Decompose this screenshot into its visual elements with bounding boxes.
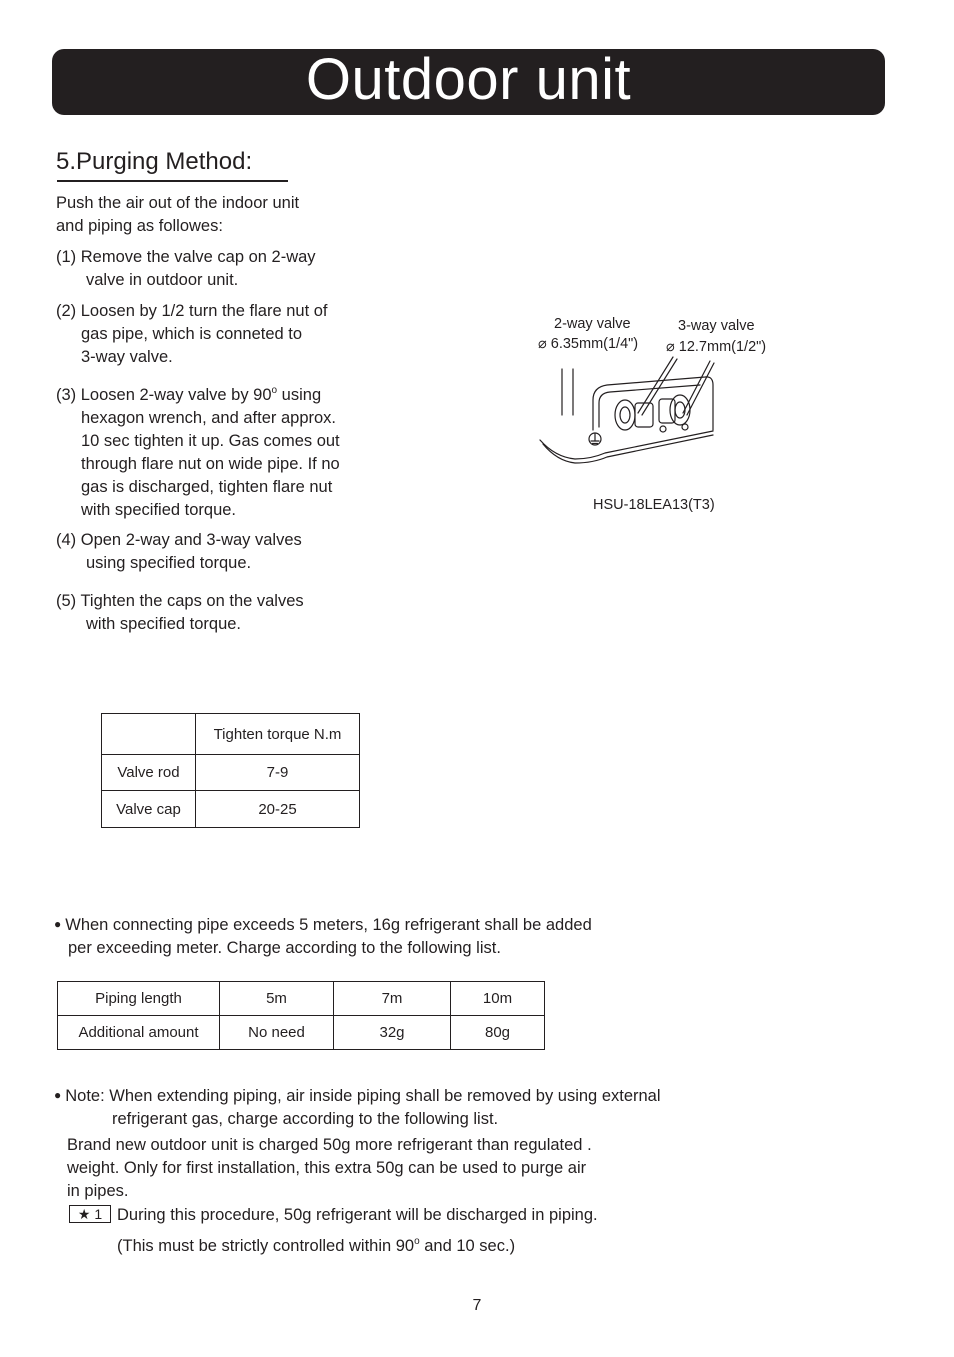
model-label: HSU-18LEA13(T3) [593,497,715,513]
unit-base [540,431,713,459]
three-way-valve-label: 3-way valve [678,318,755,334]
step-3: (3) Loosen 2-way valve by 90$^o$ using hexagon wrench, and after approx. 10 sec tighten it up. Gas comes out through flare nut on wide pipe. If no gas is discharged, tighten flare nut with specified torque. [56,385,340,519]
bullet-icon: ● [54,917,62,931]
table-row: Valve cap 20-25 [102,791,360,828]
valve-diagram [535,355,725,470]
extend-note: ● Note: When extending piping, air inside piping shall be removed by using external refrigerant gas, charge according to the following list. [54,1087,661,1128]
torque-table [101,713,360,828]
two-way-valve-label: 2-way valve [554,316,631,332]
three-way-pointer [683,361,710,413]
step-1: (1) Remove the valve cap on 2-way valve in outdoor unit. [56,248,316,289]
table-row: Tighten torque N.m [102,714,360,755]
control-note: (This must be strictly controlled within 90$^o$ and 10 sec.) [117,1236,516,1255]
star-note: ★ 1 During this procedure, 50g refrigerant will be discharged in piping. [69,1204,598,1227]
step-5: (5) Tighten the caps on the valves with specified torque. [56,592,304,633]
step-4: (4) Open 2-way and 3-way valves using specified torque. [56,531,302,572]
three-way-valve-size: ⌀ 12.7mm(1/2") [666,339,767,355]
table-row: Piping length 5m 7m 10m [58,982,545,1016]
table-row: Valve rod 7-9 [102,755,360,791]
page-title: Outdoor unit [305,47,632,112]
step-2: (2) Loosen by 1/2 turn the flare nut of gas pipe, which is conneted to 3-way valve. [56,302,328,366]
title-bar [52,49,885,115]
page-number: 7 [472,1297,482,1314]
two-way-pointer [638,357,673,413]
section-heading: 5.Purging Method: [56,148,253,175]
piping-length-table [57,981,545,1050]
brand-note: Brand new outdoor unit is charged 50g more refrigerant than regulated . weight. Only for first installation, this extra 50g can be used to purge air in pipes. [67,1136,592,1200]
heading-underline [57,180,288,182]
refrigerant-note: ● When connecting pipe exceeds 5 meters, 16g refrigerant shall be added per exceeding meter. Charge according to the following list. [54,916,592,957]
table-row: Additional amount No need 32g 80g [58,1016,545,1050]
star-icon: ★ 1 [69,1205,111,1223]
two-way-valve-size: ⌀ 6.35mm(1/4") [538,336,639,352]
bullet-icon: ● [54,1088,62,1102]
two-way-valve-body [615,400,635,430]
intro-text: Push the air out of the indoor unit and piping as followes: [56,194,300,235]
